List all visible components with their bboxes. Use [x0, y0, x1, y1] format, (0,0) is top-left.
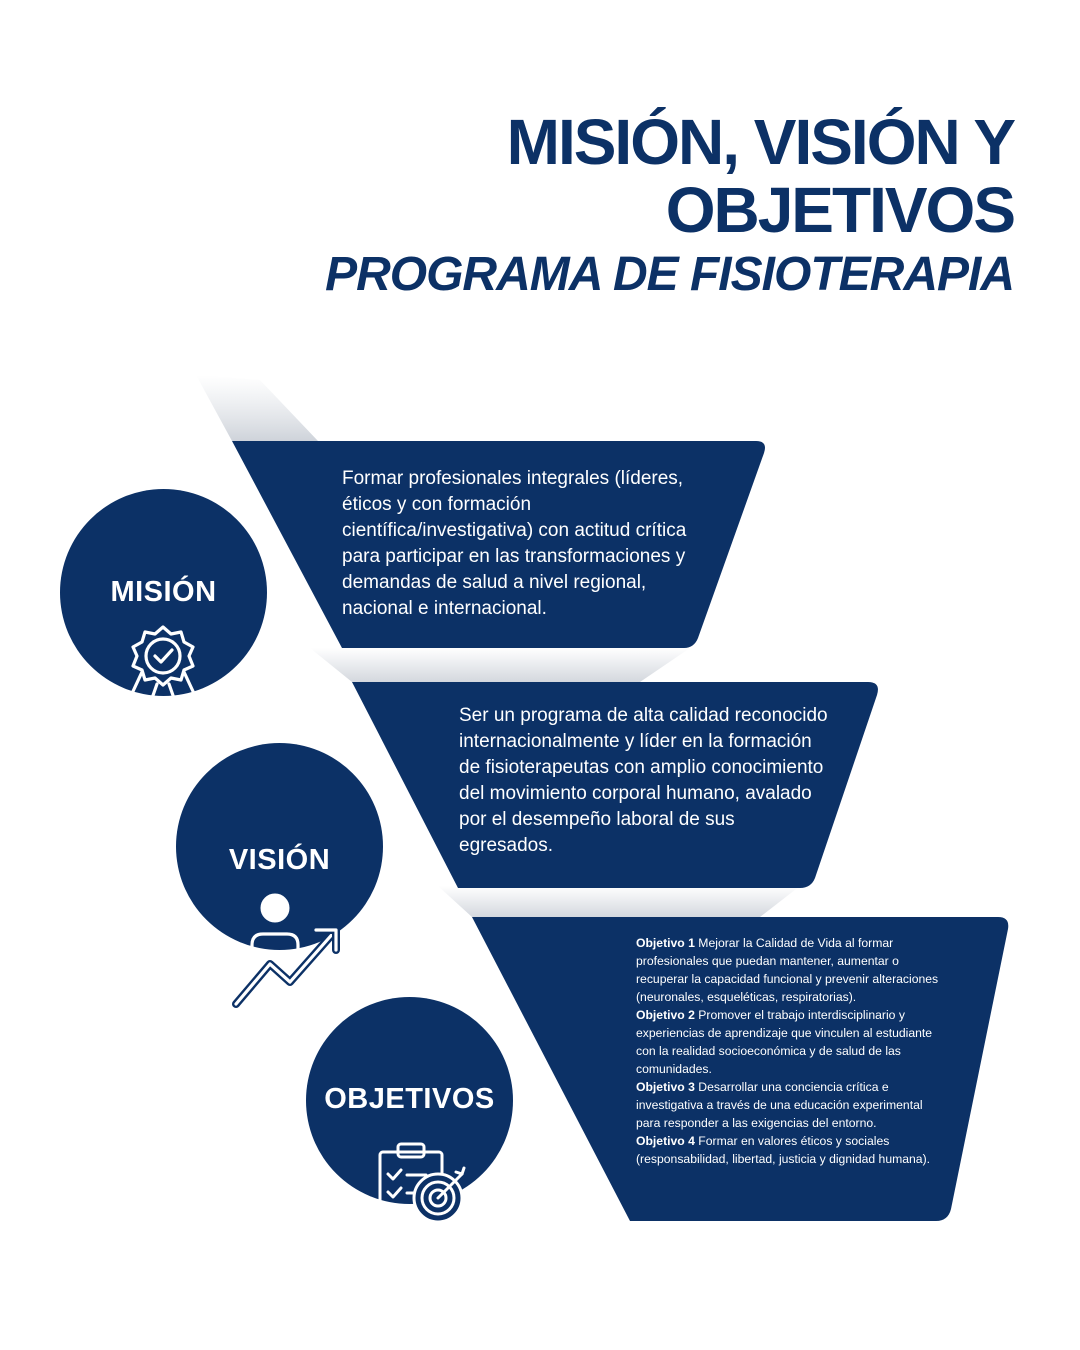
objetivo-item — [636, 1132, 948, 1168]
page-title-line-2: OBJETIVOS — [665, 174, 1014, 246]
mision-description: Formar profesionales integrales (líderes, éticos y con formación científica/investigativa) con actitud crítica para participar en las transformaciones y demandas de salud a nivel regional, nacional e internacional. — [342, 468, 687, 619]
objetivo-title: Objetivo 4 — [636, 1134, 695, 1148]
person-growth-icon — [232, 890, 342, 1008]
objetivo-item — [636, 934, 948, 1006]
objetivo-item — [636, 1078, 948, 1132]
band-shadow-top — [196, 375, 318, 441]
objetivo-title: Objetivo 1 — [636, 936, 695, 950]
vision-label: VISIÓN — [228, 844, 331, 876]
mision-label: MISIÓN — [110, 576, 217, 608]
objetivo-title: Objetivo 2 — [636, 1008, 695, 1022]
objetivos-label: OBJETIVOS — [324, 1083, 495, 1115]
objetivo-text: Mejorar la Calidad de Vida al formar profesionales que puedan mantener, aumentar o recuperar la capacidad funcional y prevenir alteraciones (neuronales, esqueléticas, respiratorias). — [636, 936, 939, 1004]
vision-description: Ser un programa de alta calidad reconocido internacionalmente y líder en la formación de fisioterapeutas con amplio conocimiento del movimiento corporal humano, avalado por el desempeño laboral de sus egresados. — [459, 705, 828, 856]
page-subtitle: PROGRAMA DE FISIOTERAPIA — [325, 248, 1014, 301]
objetivo-item — [636, 1006, 948, 1078]
objetivos-list — [636, 934, 948, 1168]
band-shadow-middle — [310, 648, 690, 682]
objetivo-text: Desarrollar una conciencia crítica e investigativa a través de una educación experimental para responder a las exigencias del entorno. — [636, 1080, 923, 1130]
clipboard-target-icon — [376, 1140, 472, 1232]
objetivo-text: Promover el trabajo interdisciplinario y experiencias de aprendizaje que vinculen al estudiante con la realidad socioeconómica y de salud de las comunidades. — [636, 1008, 933, 1076]
band-shadow-bottom — [438, 886, 800, 917]
objetivo-text: Formar en valores éticos y sociales (responsabilidad, libertad, justicia y dignidad humana). — [636, 1134, 931, 1166]
objetivo-title: Objetivo 3 — [636, 1080, 695, 1094]
page-title-line-1: MISIÓN, VISIÓN Y — [506, 106, 1014, 178]
award-badge-icon — [118, 624, 208, 728]
